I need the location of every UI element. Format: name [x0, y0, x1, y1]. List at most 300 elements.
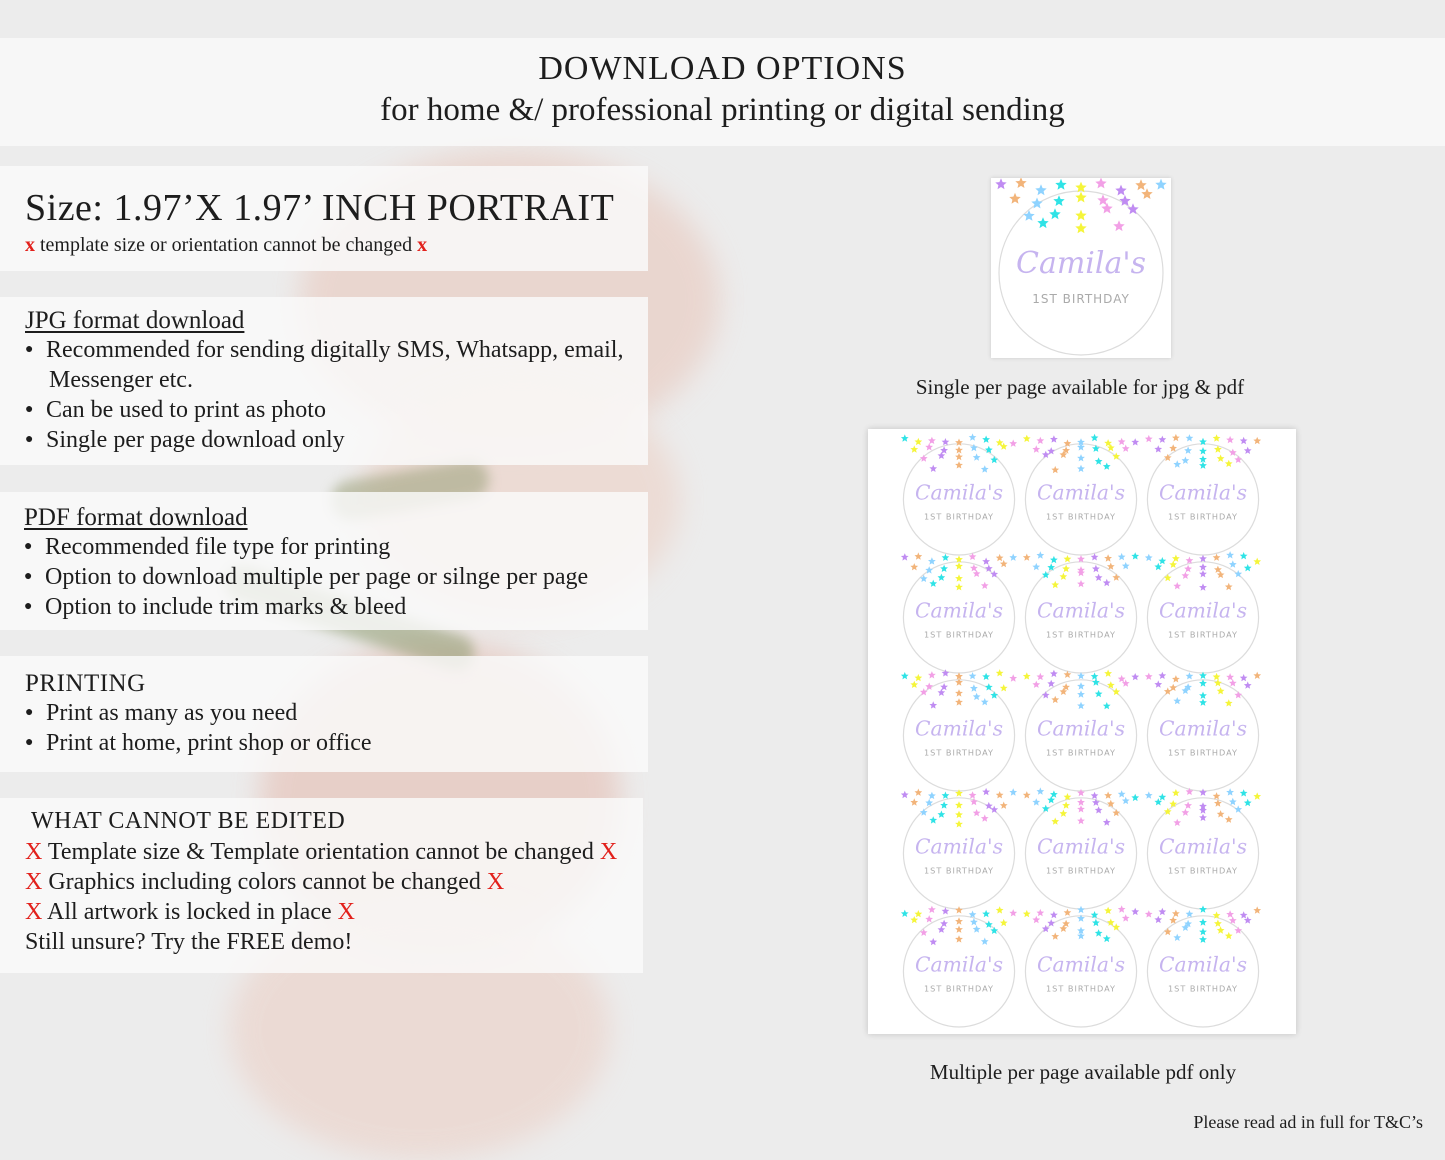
- star-icon: [1023, 435, 1031, 442]
- star-icon: [1092, 678, 1100, 685]
- star-icon: [1047, 447, 1055, 454]
- list-item: ● Can be used to print as photo: [25, 395, 648, 425]
- star-icon: [955, 926, 963, 933]
- size-note: [25, 234, 648, 257]
- star-icon: [1122, 562, 1130, 569]
- sticker-name: Camila's: [1158, 952, 1248, 977]
- star-icon: [1173, 819, 1181, 826]
- sticker-name: Camila's: [1036, 716, 1126, 741]
- star-icon: [1118, 905, 1126, 912]
- star-icon: [955, 461, 963, 468]
- star-icon: [1199, 928, 1207, 935]
- sticker-subtitle: 1ST BIRTHDAY: [1046, 865, 1116, 876]
- star-icon: [1037, 673, 1045, 680]
- star-icon: [1240, 552, 1248, 559]
- star-icon: [915, 674, 923, 681]
- star-icon: [1023, 791, 1031, 798]
- star-icon: [1053, 195, 1064, 206]
- star-icon: [955, 689, 963, 696]
- star-icon: [996, 669, 1004, 676]
- star-icon: [929, 816, 937, 823]
- star-icon: [1077, 789, 1085, 796]
- star-icon: [1118, 553, 1126, 560]
- jpg-title: JPG format download: [25, 307, 245, 334]
- star-icon: [1199, 936, 1207, 943]
- sticker-name: Camila's: [914, 598, 1004, 623]
- sticker-name: Camila's: [1036, 480, 1126, 505]
- star-icon: [1122, 797, 1130, 804]
- star-icon: [1118, 675, 1126, 682]
- star-icon: [1244, 564, 1252, 571]
- star-icon: [981, 582, 989, 589]
- star-icon: [1199, 570, 1207, 577]
- star-icon: [938, 811, 946, 818]
- star-icon: [1159, 557, 1167, 564]
- star-icon: [1199, 692, 1207, 699]
- star-icon: [920, 808, 928, 815]
- star-icon: [1104, 792, 1112, 799]
- star-icon: [1064, 909, 1072, 916]
- star-icon: [1172, 910, 1180, 917]
- star-icon: [1173, 460, 1181, 467]
- sticker-subtitle: 1ST BIRTHDAY: [1046, 747, 1116, 758]
- star-icon: [1131, 908, 1139, 915]
- star-icon: [1135, 179, 1146, 190]
- star-icon: [1077, 580, 1085, 587]
- sticker-name: Camila's: [1036, 834, 1126, 859]
- star-icon: [938, 574, 946, 581]
- star-icon: [1103, 579, 1111, 586]
- star-icon: [996, 554, 1004, 561]
- star-icon: [973, 925, 981, 932]
- star-icon: [1226, 551, 1234, 558]
- demo-text: Still unsure? Try the FREE demo!: [25, 929, 353, 955]
- multi-caption: Multiple per page available pdf only: [929, 1060, 1237, 1084]
- star-icon: [1184, 565, 1192, 572]
- sticker-name: Camila's: [914, 716, 1004, 741]
- star-icon: [1199, 555, 1207, 562]
- star-icon: [1095, 457, 1103, 464]
- star-icon: [1077, 817, 1085, 824]
- star-icon: [928, 792, 936, 799]
- star-icon: [973, 693, 981, 700]
- sticker-name: Camila's: [1158, 598, 1248, 623]
- star-icon: [1213, 434, 1221, 441]
- star-icon: [981, 814, 989, 821]
- star-icon: [1095, 929, 1103, 936]
- star-icon: [1159, 436, 1167, 443]
- star-icon: [955, 820, 963, 827]
- sticker-name: Camila's: [1158, 716, 1248, 741]
- star-icon: [1253, 792, 1261, 799]
- star-icon: [940, 565, 948, 572]
- star-icon: [929, 580, 937, 587]
- star-icon: [1050, 911, 1058, 918]
- star-icon: [920, 575, 928, 582]
- list-item: X Template size & Template orientation cannot be changed X: [25, 839, 618, 865]
- star-icon: [990, 691, 998, 698]
- star-icon: [910, 681, 918, 688]
- star-icon: [1009, 193, 1020, 204]
- star-icon: [1051, 696, 1059, 703]
- sticker-name: Camila's: [914, 834, 1004, 859]
- star-icon: [1037, 437, 1045, 444]
- star-icon: [981, 698, 989, 705]
- list-item: ● Single per page download only: [25, 425, 648, 455]
- star-icon: [955, 439, 963, 446]
- star-icon: [1141, 188, 1152, 199]
- star-icon: [942, 554, 950, 561]
- star-icon: [1217, 926, 1225, 933]
- printing-bullet-list: [25, 698, 648, 758]
- star-icon: [1199, 462, 1207, 469]
- star-icon: [915, 438, 923, 445]
- size-title: Size: 1.97’X 1.97’ INCH PORTRAIT: [25, 187, 615, 229]
- star-icon: [1199, 905, 1207, 912]
- star-icon: [920, 929, 928, 936]
- star-icon: [1226, 910, 1234, 917]
- star-icon: [1172, 789, 1180, 796]
- star-icon: [1182, 809, 1190, 816]
- star-icon: [915, 910, 923, 917]
- star-icon: [1199, 699, 1207, 706]
- star-icon: [901, 553, 909, 560]
- star-icon: [1253, 672, 1261, 679]
- star-icon: [996, 906, 1004, 913]
- star-icon: [1226, 788, 1234, 795]
- star-icon: [1253, 558, 1261, 565]
- star-icon: [1032, 563, 1040, 570]
- star-icon: [1199, 583, 1207, 590]
- star-icon: [1051, 466, 1059, 473]
- star-icon: [1077, 702, 1085, 709]
- star-icon: [1032, 445, 1040, 452]
- star-icon: [1217, 571, 1225, 578]
- star-icon: [1075, 210, 1086, 221]
- star-icon: [925, 443, 933, 450]
- star-icon: [1240, 789, 1248, 796]
- star-icon: [901, 672, 909, 679]
- jpg-panel: [0, 297, 648, 465]
- star-icon: [1164, 928, 1172, 935]
- star-icon: [1240, 674, 1248, 681]
- star-icon: [1103, 935, 1111, 942]
- star-icon: [1104, 554, 1112, 561]
- star-icon: [1050, 670, 1058, 677]
- star-icon: [996, 439, 1004, 446]
- printing-panel: [0, 656, 648, 772]
- star-icon: [1064, 555, 1072, 562]
- star-icon: [1225, 583, 1233, 590]
- star-icon: [1032, 916, 1040, 923]
- star-icon: [915, 789, 923, 796]
- star-icon: [1037, 217, 1048, 228]
- star-icon: [1037, 909, 1045, 916]
- page-subtitle: for home &/ professional printing or digital sending: [380, 92, 1065, 128]
- star-icon: [1032, 798, 1040, 805]
- star-icon: [969, 433, 977, 440]
- star-icon: [1253, 906, 1261, 913]
- star-icon: [1077, 906, 1085, 913]
- star-icon: [1253, 437, 1261, 444]
- star-icon: [1234, 456, 1242, 463]
- star-icon: [1199, 789, 1207, 796]
- star-icon: [955, 906, 963, 913]
- star-icon: [1145, 791, 1153, 798]
- star-icon: [1062, 801, 1070, 808]
- star-icon: [910, 798, 918, 805]
- star-icon: [1047, 796, 1055, 803]
- star-icon: [969, 672, 977, 679]
- star-icon: [929, 465, 937, 472]
- star-icon: [1009, 440, 1017, 447]
- star-icon: [1077, 798, 1085, 805]
- sticker-subtitle: 1ST BIRTHDAY: [1168, 983, 1238, 994]
- star-icon: [1035, 184, 1046, 195]
- star-icon: [981, 938, 989, 945]
- star-icon: [1131, 673, 1139, 680]
- star-icon: [982, 558, 990, 565]
- star-icon: [995, 178, 1006, 189]
- star-icon: [938, 452, 946, 459]
- star-icon: [928, 557, 936, 564]
- star-icon: [1091, 792, 1099, 799]
- sticker-subtitle: 1ST BIRTHDAY: [1168, 865, 1238, 876]
- star-icon: [1131, 794, 1139, 801]
- star-icon: [1213, 673, 1221, 680]
- star-icon: [1077, 465, 1085, 472]
- star-icon: [1015, 178, 1026, 188]
- list-item: ● Option to download multiple per page or silnge per page: [24, 562, 648, 592]
- single-caption: Single per page available for jpg & pdf: [915, 375, 1245, 399]
- star-icon: [1047, 919, 1055, 926]
- star-icon: [1112, 923, 1120, 930]
- star-icon: [990, 806, 998, 813]
- sticker-subtitle: 1ST BIRTHDAY: [924, 511, 994, 522]
- star-icon: [1145, 673, 1153, 680]
- star-icon: [901, 434, 909, 441]
- cannot-edit-panel: [0, 798, 643, 973]
- star-icon: [901, 910, 909, 917]
- star-icon: [1060, 925, 1068, 932]
- x-icon: x: [25, 234, 35, 256]
- star-icon: [1225, 932, 1233, 939]
- star-icon: [1060, 573, 1068, 580]
- star-icon: [1173, 697, 1181, 704]
- star-icon: [1051, 581, 1059, 588]
- multi-sheet-preview: [868, 429, 1296, 1034]
- sticker-subtitle: 1ST BIRTHDAY: [924, 865, 994, 876]
- star-icon: [942, 438, 950, 445]
- star-icon: [1214, 679, 1222, 686]
- star-icon: [1037, 551, 1045, 558]
- star-icon: [973, 809, 981, 816]
- star-icon: [1113, 220, 1124, 231]
- star-icon: [928, 671, 936, 678]
- cannot-edit-title: WHAT CANNOT BE EDITED: [31, 808, 346, 834]
- star-icon: [942, 792, 950, 799]
- star-icon: [1023, 910, 1031, 917]
- star-icon: [1051, 932, 1059, 939]
- list-item: ● Option to include trim marks & bleed: [24, 592, 648, 622]
- star-icon: [1229, 560, 1237, 567]
- star-icon: [1077, 682, 1085, 689]
- star-icon: [990, 456, 998, 463]
- star-icon: [938, 689, 946, 696]
- star-icon: [1101, 203, 1112, 214]
- star-icon: [1214, 920, 1222, 927]
- sticker-name: Camila's: [1015, 246, 1147, 281]
- star-icon: [1009, 909, 1017, 916]
- star-icon: [1118, 790, 1126, 797]
- star-icon: [928, 906, 936, 913]
- star-icon: [1199, 918, 1207, 925]
- star-icon: [982, 436, 990, 443]
- star-icon: [1103, 818, 1111, 825]
- star-icon: [1023, 672, 1031, 679]
- star-icon: [940, 801, 948, 808]
- sticker-subtitle: 1ST BIRTHDAY: [1046, 511, 1116, 522]
- star-icon: [1182, 457, 1190, 464]
- star-icon: [1032, 681, 1040, 688]
- star-icon: [985, 683, 993, 690]
- star-icon: [1092, 919, 1100, 926]
- star-icon: [1199, 447, 1207, 454]
- star-icon: [901, 791, 909, 798]
- sticker-subtitle: 1ST BIRTHDAY: [1046, 629, 1116, 640]
- star-icon: [1050, 435, 1058, 442]
- list-item: ● Print as many as you need: [25, 698, 648, 728]
- star-icon: [1095, 178, 1106, 188]
- star-icon: [910, 563, 918, 570]
- pdf-bullet-list: [24, 532, 648, 622]
- star-icon: [1118, 438, 1126, 445]
- star-icon: [1047, 563, 1055, 570]
- star-icon: [1154, 680, 1162, 687]
- star-icon: [1077, 454, 1085, 461]
- sticker-subtitle: 1ST BIRTHDAY: [1168, 747, 1238, 758]
- sticker-name: Camila's: [1158, 480, 1248, 505]
- star-icon: [1184, 802, 1192, 809]
- star-icon: [1159, 793, 1167, 800]
- star-icon: [1217, 687, 1225, 694]
- star-icon: [1055, 179, 1066, 190]
- star-icon: [1103, 702, 1111, 709]
- star-icon: [1164, 574, 1172, 581]
- star-icon: [990, 927, 998, 934]
- star-icon: [1240, 911, 1248, 918]
- star-icon: [1186, 434, 1194, 441]
- star-icon: [1050, 556, 1058, 563]
- star-icon: [1051, 818, 1059, 825]
- star-icon: [1077, 690, 1085, 697]
- sticker-subtitle: 1ST BIRTHDAY: [1032, 292, 1130, 306]
- sticker-name: Camila's: [1036, 952, 1126, 977]
- header-banner: [0, 38, 1445, 146]
- star-icon: [955, 453, 963, 460]
- sticker-name: Camila's: [1158, 834, 1248, 859]
- star-icon: [1159, 672, 1167, 679]
- sticker-subtitle: 1ST BIRTHDAY: [1168, 629, 1238, 640]
- star-icon: [1023, 210, 1034, 221]
- star-icon: [1199, 563, 1207, 570]
- sticker-name: Camila's: [914, 952, 1004, 977]
- star-icon: [1172, 675, 1180, 682]
- star-icon: [1229, 679, 1237, 686]
- star-icon: [955, 811, 963, 818]
- star-icon: [1173, 582, 1181, 589]
- star-icon: [1062, 565, 1070, 572]
- size-panel: [0, 166, 648, 271]
- terms-footnote: Please read ad in full for T&C’s: [1193, 1112, 1423, 1132]
- star-icon: [1244, 681, 1252, 688]
- page-title: DOWNLOAD OPTIONS: [538, 50, 907, 87]
- star-icon: [938, 926, 946, 933]
- star-icon: [1172, 434, 1180, 441]
- star-icon: [1009, 554, 1017, 561]
- star-icon: [1042, 691, 1050, 698]
- star-icon: [929, 938, 937, 945]
- star-icon: [1145, 435, 1153, 442]
- star-icon: [915, 552, 923, 559]
- star-icon: [1169, 561, 1177, 568]
- star-icon: [1217, 810, 1225, 817]
- star-icon: [1095, 574, 1103, 581]
- list-item: X Graphics including colors cannot be changed X: [25, 869, 505, 895]
- star-icon: [1077, 932, 1085, 939]
- star-icon: [1182, 572, 1190, 579]
- star-icon: [1092, 565, 1100, 572]
- sticker-subtitle: 1ST BIRTHDAY: [1046, 983, 1116, 994]
- star-icon: [1225, 816, 1233, 823]
- star-icon: [1075, 222, 1086, 233]
- star-icon: [1159, 908, 1167, 915]
- star-icon: [1244, 799, 1252, 806]
- star-icon: [981, 465, 989, 472]
- star-icon: [1225, 699, 1233, 706]
- star-icon: [1009, 674, 1017, 681]
- star-icon: [1199, 806, 1207, 813]
- star-icon: [973, 570, 981, 577]
- list-item: ● Print at home, print shop or office: [25, 728, 648, 758]
- star-icon: [1075, 192, 1086, 203]
- star-icon: [955, 574, 963, 581]
- star-icon: [1000, 560, 1008, 567]
- star-icon: [925, 915, 933, 922]
- star-icon: [1131, 438, 1139, 445]
- star-icon: [1103, 463, 1111, 470]
- star-icon: [1095, 690, 1103, 697]
- sheet-image: [868, 429, 1296, 1034]
- size-note-text: template size or orientation cannot be changed: [40, 234, 413, 256]
- star-icon: [1112, 574, 1120, 581]
- printing-title: PRINTING: [25, 670, 146, 697]
- star-icon: [1091, 434, 1099, 441]
- pdf-title: PDF format download: [24, 504, 248, 531]
- star-icon: [1213, 554, 1221, 561]
- star-icon: [955, 917, 963, 924]
- star-icon: [1131, 552, 1139, 559]
- cannot-edit-list: [25, 837, 643, 957]
- star-icon: [1104, 907, 1112, 914]
- star-icon: [1225, 460, 1233, 467]
- star-icon: [1234, 927, 1242, 934]
- star-icon: [955, 935, 963, 942]
- star-icon: [955, 446, 963, 453]
- star-icon: [1154, 916, 1162, 923]
- star-icon: [970, 684, 978, 691]
- star-icon: [1234, 805, 1242, 812]
